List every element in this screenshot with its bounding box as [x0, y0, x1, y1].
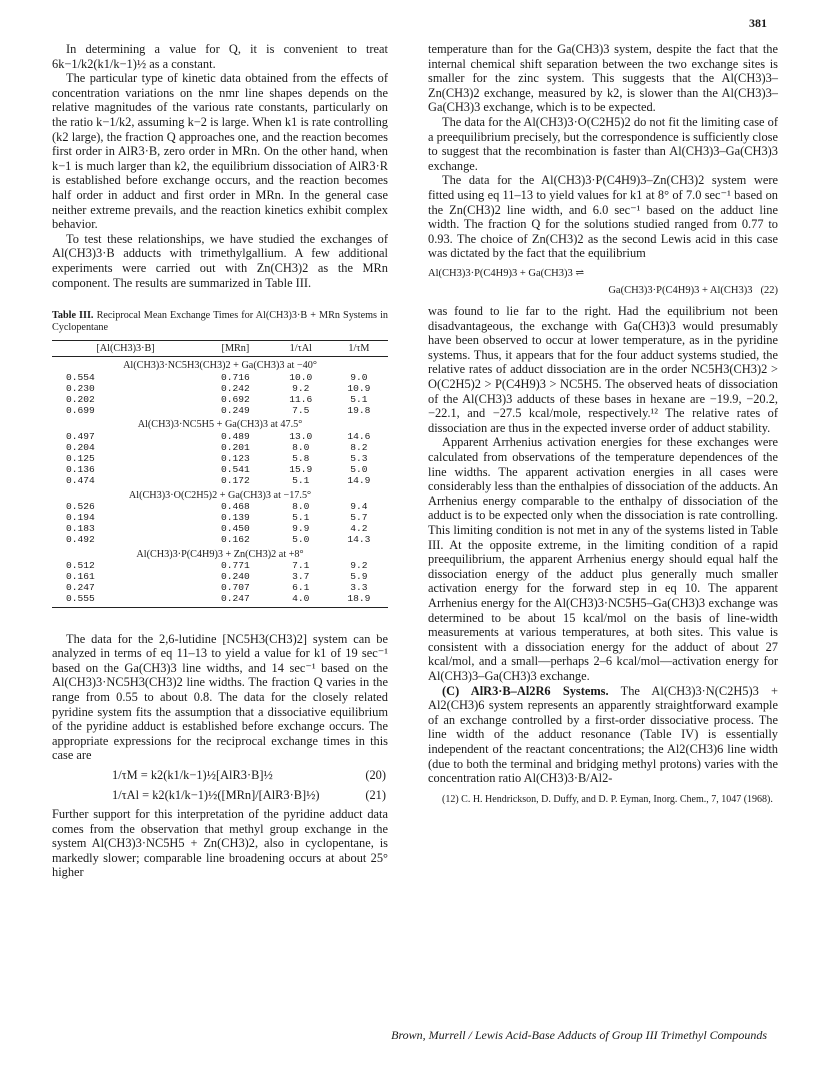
table-section-heading — [52, 416, 388, 430]
table-row — [52, 405, 388, 416]
table-header-cell: 1/τM — [330, 341, 388, 357]
left-paragraph-2: The particular type of kinetic data obtained from the effects of concentration variations on the nmr line shapes depends on the relative magnitudes of the various rate constants, particularly on the ratio k−1/k2, assuming k−2 is large. When k1 is rate controlling (k2 large), the fraction Q approaches one, and the reaction becomes first order in AlR3·B, zero order in MRn. On the other hand, when k−1 is much larger than k2, the equilibrium dissociation of AlR3·R is established before exchange occurs, and the reaction becomes half order in adduct and first order in MRn. In the general case neither extreme prevails, and the reaction kinetics exhibit complex behavior. — [52, 71, 388, 232]
left-paragraph-1: In determining a value for Q, it is convenient to treat 6k−1/k2(k1/k−1)½ as a constant. — [52, 42, 388, 71]
table-row — [52, 571, 388, 582]
equation-22-line-1: Al(CH3)3·P(C4H9)3 + Ga(CH3)3 ⇌ — [428, 267, 585, 279]
table-cell: 11.6 — [289, 393, 313, 405]
table-header-row — [52, 341, 388, 357]
table-cell: 4.0 — [272, 593, 330, 607]
table-cell: 10.9 — [347, 382, 371, 394]
table-cell: 9.0 — [350, 371, 368, 383]
table-cell: 5.1 — [292, 511, 310, 523]
table-cell: 8.0 — [292, 500, 310, 512]
table-row — [52, 394, 388, 405]
right-paragraph-4: was found to lie far to the right. Had the equilibrium not been disadvantageous, the exchange with Ga(CH3)3 would presumably have been observed to occur at lower temperature, as in the pyridine systems. Thus, it appears that for the four adduct systems studied, the relative rates of adduct dissociation are in the order NC5H3(CH3)2 > O(C2H5)2 > P(C4H9)3 > NC5H5. The observed heats of dissociation of the Al(CH3)3 adducts of these bases in hexane are −19.9, −20.2, −22.1, and −27.5 kcal/mole, respectively.¹² The relative rates of dissociation are thus in the expected inverse order of adduct stability. — [428, 304, 778, 435]
table-cell: 18.9 — [330, 593, 388, 607]
table-cell: 0.136 — [66, 464, 95, 476]
table-cell: 0.497 — [66, 430, 95, 442]
table-cell: 0.161 — [66, 570, 95, 582]
table-cell: 0.692 — [221, 393, 250, 405]
table-cell: 0.202 — [66, 393, 95, 405]
table-cell: 0.230 — [66, 382, 95, 394]
equation-22-line-2 — [428, 284, 778, 299]
equation-20 — [52, 768, 388, 783]
table-cell: 9.2 — [350, 559, 368, 571]
table-cell: 9.9 — [292, 523, 310, 535]
equation-20-number: (20) — [365, 767, 386, 782]
table-header-cell: 1/τAl — [272, 341, 330, 357]
table-cell: 0.512 — [66, 559, 95, 571]
table-row — [52, 582, 388, 593]
section-text: The Al(CH3)3·N(C2H5)3 + Al2(CH3)6 system represents an apparently straightforward example of an exchange controlled by a first-order dissociative process. The line width of the adduct resonance (Table IV) is essentially independent of the reactant concentrations; the Al2(CH3)6 line width (due to both the terminal and bridging methyl protons) varies with the concentration ratio Al(CH3)3·B/Al2- — [428, 683, 779, 786]
table-caption-text: Reciprocal Mean Exchange Times for Al(CH3)3·B + MRn Systems in Cyclopentane — [52, 310, 388, 334]
table-row — [52, 523, 388, 534]
table-cell: 0.183 — [66, 523, 95, 535]
table-cell: 5.3 — [350, 452, 368, 464]
table-cell: 0.139 — [221, 511, 250, 523]
table-row — [52, 442, 388, 453]
table-cell: 7.1 — [292, 559, 310, 571]
table-cell: 0.474 — [66, 475, 95, 487]
table-cell: 0.468 — [221, 500, 250, 512]
right-paragraph-2: The data for the Al(CH3)3·O(C2H5)2 do not fit the limiting case of a preequilibrium precisely, but the correspondence is sufficiently close to suggest that the recombination is faster than Al(CH3)3–Ga(CH3)3 exchange. — [428, 114, 778, 173]
table-cell: 0.123 — [221, 452, 250, 464]
page-number: 381 — [749, 16, 767, 30]
table-cell: 0.707 — [221, 582, 250, 594]
table-cell: 0.172 — [221, 475, 250, 487]
table-section-heading — [52, 487, 388, 501]
running-footer: Brown, Murrell / Lewis Acid-Base Adducts of Group III Trimethyl Compounds — [391, 1028, 767, 1042]
table-section-title: Al(CH3)3·O(C2H5)2 + Ga(CH3)3 at −17.5° — [128, 489, 312, 501]
table-cell: 0.247 — [199, 593, 272, 607]
section-heading: (C) AlR3·B–Al2R6 Systems. — [442, 683, 609, 698]
table-section-title: Al(CH3)3·NC5H3(CH3)2 + Ga(CH3)3 at −40° — [123, 360, 317, 372]
table-cell: 8.0 — [292, 441, 310, 453]
table-cell: 0.125 — [66, 452, 95, 464]
table-cell: 5.1 — [292, 475, 310, 487]
table-cell: 3.7 — [292, 570, 310, 582]
table-row — [52, 464, 388, 475]
equation-21 — [52, 788, 388, 803]
table-section-title: Al(CH3)3·NC5H5 + Ga(CH3)3 at 47.5° — [137, 419, 303, 431]
table-section-heading — [52, 357, 388, 372]
equation-22-number: (22) — [760, 284, 778, 296]
table-cell: 8.2 — [350, 441, 368, 453]
table-cell: 0.450 — [221, 523, 250, 535]
table-section-heading — [52, 546, 388, 560]
table-header-cell: [Al(CH3)3·B] — [52, 341, 199, 357]
table-row — [52, 475, 388, 486]
table-cell: 5.7 — [350, 511, 368, 523]
table-cell: 10.0 — [289, 371, 313, 383]
table-cell: 0.249 — [221, 405, 250, 417]
table-cell: 9.2 — [292, 382, 310, 394]
table-cell: 5.0 — [292, 534, 310, 546]
table-cell: 7.5 — [292, 405, 310, 417]
table-cell: 0.555 — [52, 593, 199, 607]
table-cell: 0.201 — [221, 441, 250, 453]
table-cell: 5.0 — [350, 464, 368, 476]
table-caption-label: Table III. — [52, 310, 94, 322]
equation-21-number: (21) — [365, 787, 386, 802]
table-row — [52, 431, 388, 442]
right-paragraph-3: The data for the Al(CH3)3·P(C4H9)3–Zn(CH3)2 system were fitted using eq 11–13 to yield values for k1 at 8° of 7.0 sec⁻¹ based on the Zn(CH3)2 line width, and 6.0 sec⁻¹ based on the adduct line width. The fraction Q for the solutions studied ranged from 0.77 to 0.93. The choice of Zn(CH3)2 as the second Lewis acid in this case was dictated by the fact that the equilibrium — [428, 173, 778, 261]
table-row — [52, 501, 388, 512]
right-paragraph-5: Apparent Arrhenius activation energies for these exchanges were calculated from observations of the temperature dependences of the line widths. The apparent activation energies in all cases were considerably less than the enthalpies of dissociation of the adducts. An Arrhenius energy comparable to the enthalpy of dissociation of the adduct is to be expected only when the dissociation is rate controlling. This limiting condition is not met in any of the systems listed in Table III. At the opposite extreme, in the limiting condition of a rapid preequilibrium, the apparent Arrhenius energy should equal half the dissociation energy of the adduct plus generally much smaller activation energy for the forward step in eq 10. The apparent Arrhenius energy for the Al(CH3)3·NC5H5–Ga(CH3)3 exchange was determined to be about 15 kcal/mol on the basis of line-width measurements at various temperatures, at both sites. This value is consistent with a dissociation energy for the adduct of about 27 kcal/mol, and a small—perhaps 2–6 kcal/mol—activation energy for Al(CH3)3–Ga(CH3)3 exchange. — [428, 435, 778, 683]
table-cell: 4.2 — [350, 523, 368, 535]
table-cell: 0.716 — [221, 371, 250, 383]
table-cell: 0.699 — [66, 405, 95, 417]
table-cell: 0.247 — [66, 582, 95, 594]
table-cell: 0.541 — [221, 464, 250, 476]
table-caption — [52, 310, 388, 334]
table-cell: 6.1 — [292, 582, 310, 594]
table-row — [52, 560, 388, 571]
table-row — [52, 372, 388, 383]
left-paragraph-3: To test these relationships, we have studied the exchanges of Al(CH3)3·B adducts with trimethylgallium. A few additional experiments were carried out with Zn(CH3)2 as the MRn component. The results are summarized in Table III. — [52, 231, 388, 290]
table-cell: 9.4 — [350, 500, 368, 512]
table-row — [52, 383, 388, 394]
table-row — [52, 534, 388, 545]
table-cell: 14.9 — [347, 475, 371, 487]
table-cell: 5.1 — [350, 393, 368, 405]
equation-20-body: 1/τM = k2(k1/k−1)½[AlR3·B]½ — [112, 767, 273, 782]
footnote: (12) C. H. Hendrickson, D. Duffy, and D. P. Eyman, Inorg. Chem., 7, 1047 (1968). — [442, 793, 773, 805]
table-header-cell: [MRn] — [199, 341, 272, 357]
table-cell: 5.8 — [292, 452, 310, 464]
table-row — [52, 453, 388, 464]
table-cell: 0.194 — [66, 511, 95, 523]
table-cell: 19.8 — [347, 405, 371, 417]
left-paragraph-5: Further support for this interpretation of the pyridine adduct data comes from the observation that methyl group exchange in the system Al(CH3)3·NC5H5 + Zn(CH3)2, also in cyclopentane, is markedly slower; comparable line broadening occurs at about 25° higher — [52, 807, 388, 880]
right-paragraph-1: temperature than for the Ga(CH3)3 system, despite the fact that the internal chemical shift separation between the two exchange sites is smaller for the zinc system. This suggests that the Al(CH3)3–Zn(CH3)2 exchange, measured by k2, is slower than the Al(CH3)3–Ga(CH3)3 exchange, which is to be expected. — [428, 42, 778, 115]
table-cell: 0.204 — [66, 441, 95, 453]
table-cell: 14.6 — [347, 430, 371, 442]
table-cell: 0.554 — [66, 371, 95, 383]
table-cell: 14.3 — [347, 534, 371, 546]
table-cell: 0.489 — [221, 430, 250, 442]
table-section-title: Al(CH3)3·P(C4H9)3 + Zn(CH3)2 at +8° — [136, 548, 304, 560]
table-row — [52, 512, 388, 523]
table-cell: 0.771 — [221, 559, 250, 571]
table-cell: 13.0 — [289, 430, 313, 442]
right-paragraph-6 — [428, 684, 778, 786]
table-cell: 0.162 — [221, 534, 250, 546]
table-cell: 0.240 — [221, 570, 250, 582]
table-cell: 0.492 — [66, 534, 95, 546]
table-body — [52, 357, 388, 607]
left-paragraph-4: The data for the 2,6-lutidine [NC5H3(CH3)2] system can be analyzed in terms of eq 11–13 to yield a value for k1 of 19 sec⁻¹ based on the Ga(CH3)3 line widths, and 14 sec⁻¹ based on the Al(CH3)3·NC5H3(CH3)2 line widths. The fraction Q varies in the range from 0.55 to about 0.8. The data for the closely related pyridine system fits the assumption that a dissociative equilibrium of the pyridine adduct is established before exchange occurs. The appropriate expressions for the reciprocal exchange times in this case are — [52, 631, 388, 763]
left-column — [52, 42, 388, 880]
table-cell: 0.526 — [66, 500, 95, 512]
right-column — [428, 42, 778, 806]
table-cell: 3.3 — [350, 582, 368, 594]
table-iii — [52, 340, 388, 607]
table-cell: 5.9 — [350, 570, 368, 582]
table-cell: 0.242 — [221, 382, 250, 394]
equation-22-body: Ga(CH3)3·P(C4H9)3 + Al(CH3)3 — [608, 284, 753, 296]
equation-21-body: 1/τAl = k2(k1/k−1)½([MRn]/[AlR3·B]½) — [112, 787, 320, 802]
table-row — [52, 593, 388, 607]
table-cell: 15.9 — [289, 464, 313, 476]
